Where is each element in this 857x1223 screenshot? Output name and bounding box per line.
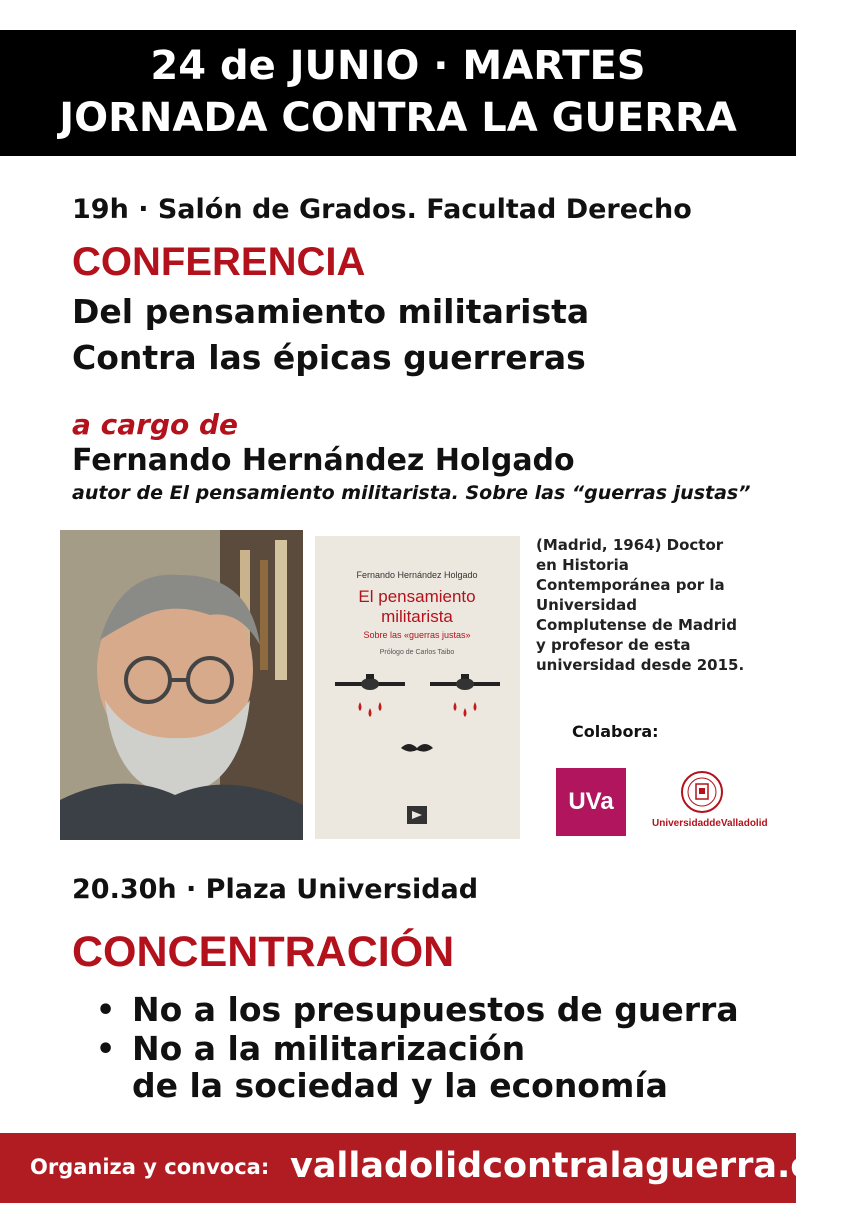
- by-label: a cargo de: [72, 408, 239, 441]
- rally-item-2: No a la militarización: [132, 1029, 526, 1068]
- university-seal-icon: [680, 770, 724, 814]
- publisher-logo-icon: [407, 806, 427, 824]
- speaker-photo: [60, 530, 303, 840]
- header-date: 24 de JUNIO · MARTES: [150, 43, 646, 89]
- speaker-note: autor de El pensamiento militarista. Sobre las “guerras justas”: [72, 482, 751, 504]
- rally-item-1: No a los presupuestos de guerra: [132, 990, 739, 1029]
- book-title-2: militarista: [381, 607, 453, 626]
- book-subtitle: Sobre las «guerras justas»: [363, 630, 471, 640]
- rally-time-place: 20.30h · Plaza Universidad: [72, 874, 479, 905]
- conference-time-place: 19h · Salón de Grados. Facultad Derecho: [72, 194, 692, 225]
- book-author: Fernando Hernández Holgado: [356, 570, 478, 580]
- book-title-1: El pensamiento: [358, 587, 476, 606]
- conference-title: CONFERENCIA: [72, 240, 366, 284]
- header-title: JORNADA CONTRA LA GUERRA: [59, 95, 737, 141]
- conference-subtitle-1: Del pensamiento militarista: [72, 292, 590, 331]
- book-cover: [315, 536, 520, 839]
- university-name: UniversidaddeValladolid: [652, 818, 768, 829]
- footer-banner: [0, 1133, 857, 1203]
- rally-title: CONCENTRACIÓN: [72, 928, 455, 976]
- uva-logo-text: UVa: [568, 788, 614, 815]
- speaker-bio: (Madrid, 1964) Doctor en Historia Contemporánea por la Universidad Complutense de Madrid y profesor de esta universidad desde 2015.: [536, 536, 745, 674]
- book-prologue: Prólogo de Carlos Taibo: [379, 649, 455, 656]
- bullet-2: •: [96, 1032, 116, 1067]
- rally-item-2-cont: de la sociedad y la economía: [132, 1066, 668, 1105]
- uva-logo: [556, 768, 626, 836]
- conference-subtitle-2: Contra las épicas guerreras: [72, 338, 586, 377]
- sponsors-label: Colabora:: [572, 722, 659, 741]
- header-banner: [0, 30, 796, 156]
- footer-label: Organiza y convoca:: [30, 1155, 270, 1179]
- bullet-1: •: [96, 993, 116, 1028]
- speaker-name: Fernando Hernández Holgado: [72, 443, 575, 478]
- footer-website-link[interactable]: valladolidcontralaguerra.org: [290, 1146, 857, 1186]
